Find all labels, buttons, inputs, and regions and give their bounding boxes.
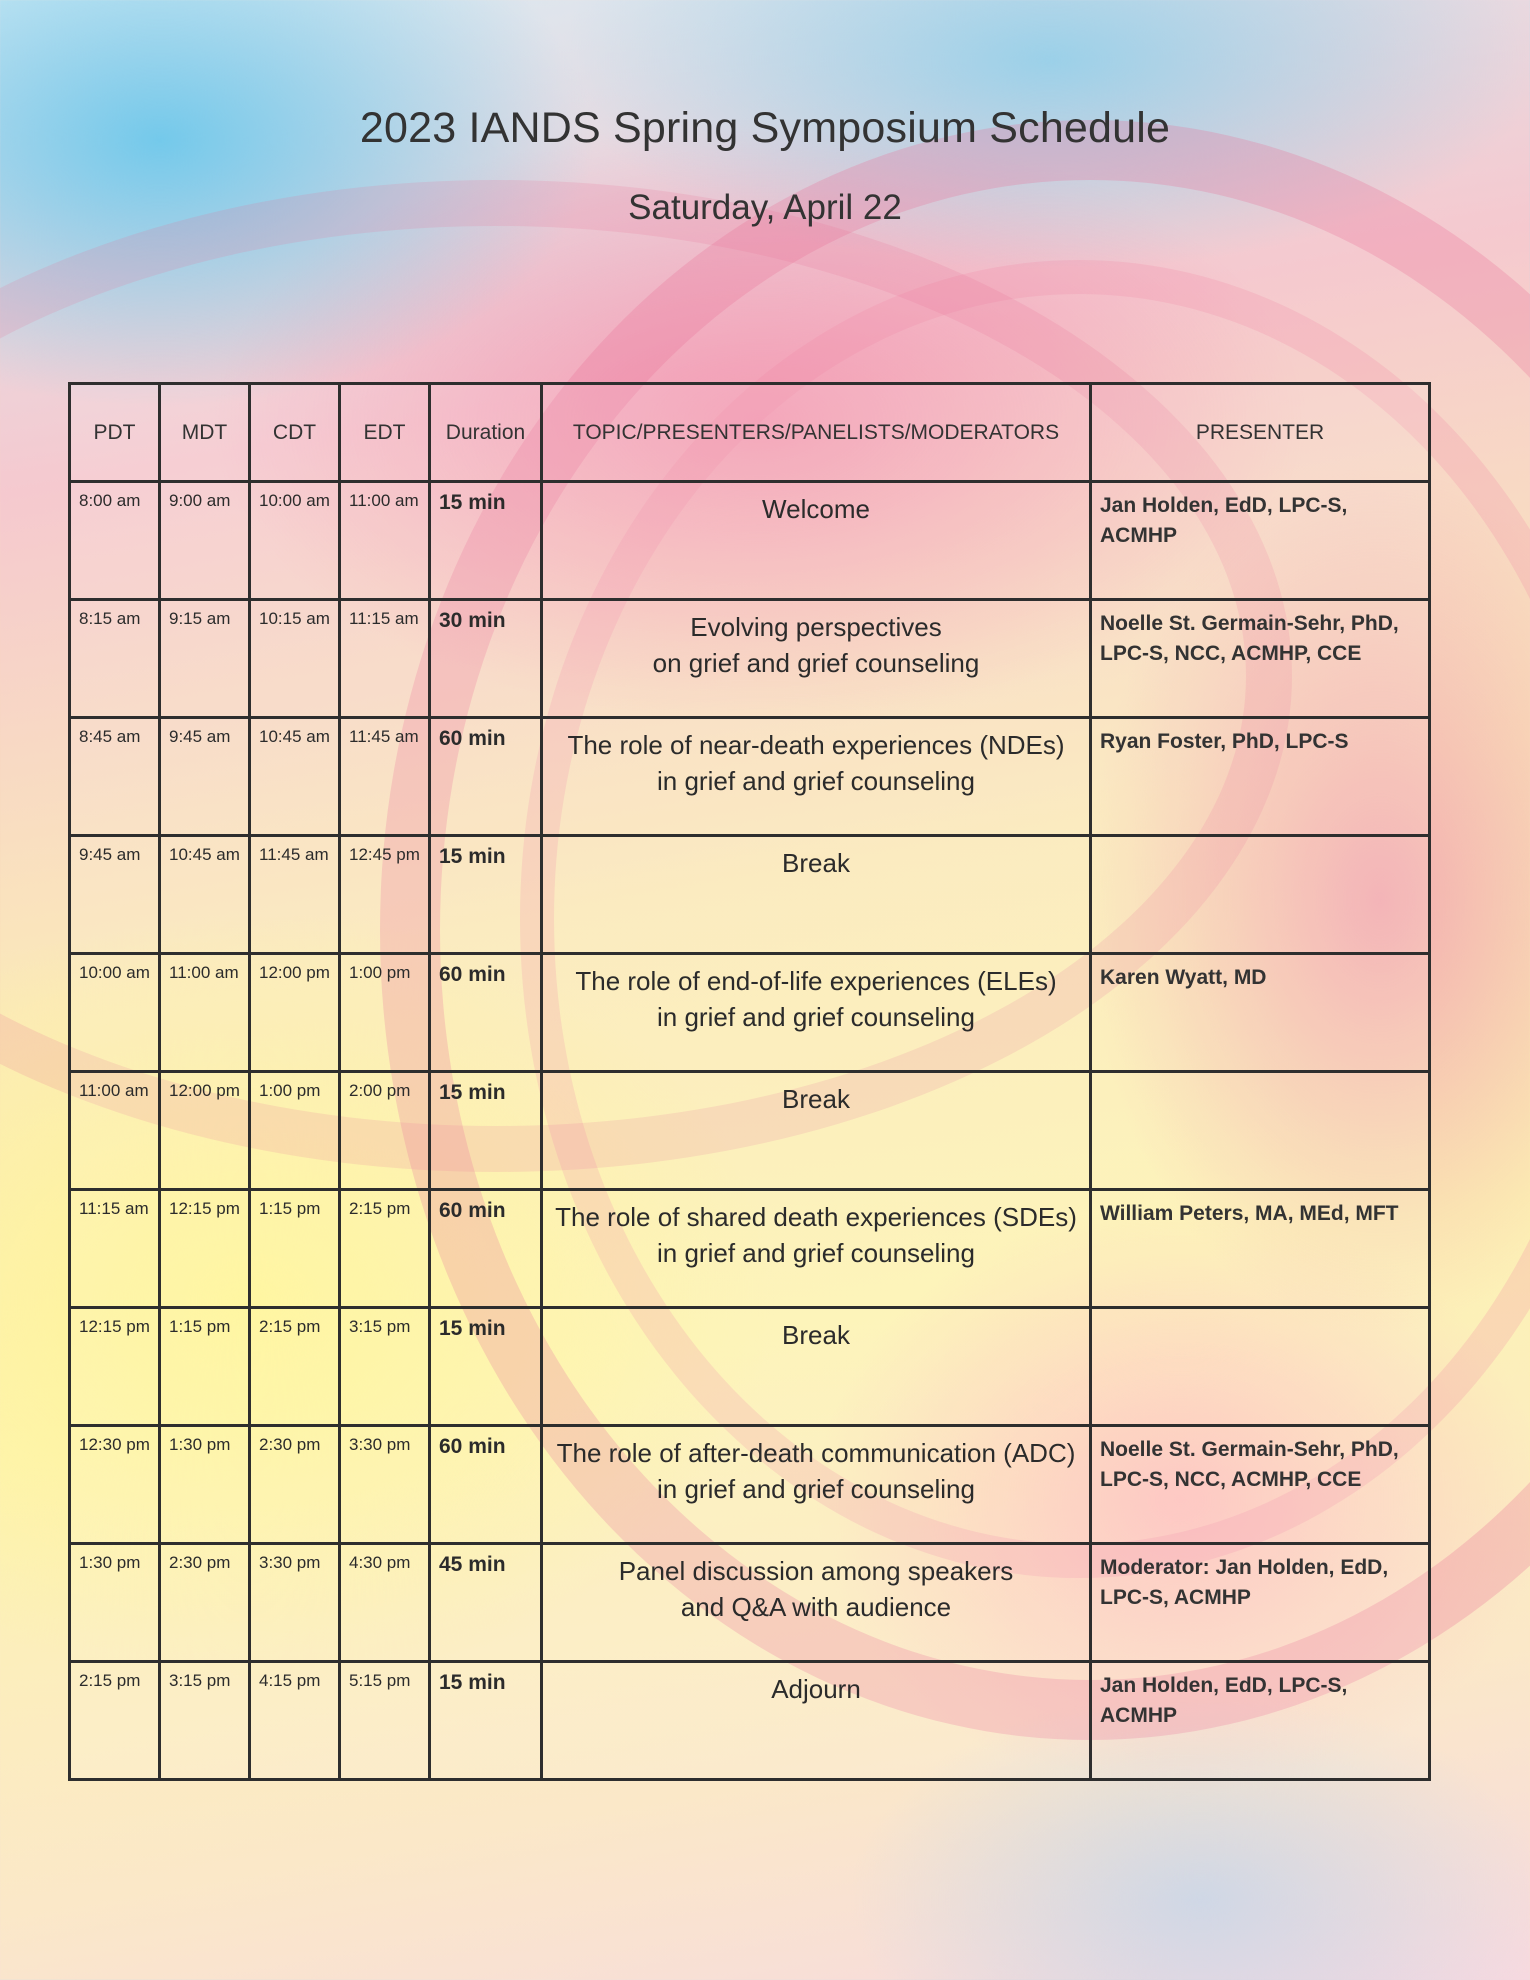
time-pdt-cell: 1:30 pm bbox=[70, 1544, 160, 1662]
page-title: 2023 IANDS Spring Symposium Schedule bbox=[359, 104, 1171, 152]
duration-cell: 15 min bbox=[430, 1662, 542, 1780]
duration-cell: 60 min bbox=[430, 718, 542, 836]
time-cdt-cell: 11:45 am bbox=[250, 836, 340, 954]
time-cdt-cell: 12:00 pm bbox=[250, 954, 340, 1072]
topic-line: in grief and grief counseling bbox=[657, 766, 975, 796]
time-pdt-cell: 12:30 pm bbox=[70, 1426, 160, 1544]
header-cdt: CDT bbox=[250, 384, 340, 482]
topic-line: The role of shared death experiences (SDEs) bbox=[555, 1202, 1077, 1232]
duration-cell: 15 min bbox=[430, 1072, 542, 1190]
topic-line: in grief and grief counseling bbox=[657, 1238, 975, 1268]
time-mdt-cell: 9:00 am bbox=[160, 482, 250, 600]
time-pdt-cell: 8:45 am bbox=[70, 718, 160, 836]
topic-line: The role of end-of-life experiences (ELEs) bbox=[575, 966, 1057, 996]
presenter-line: Moderator: Jan Holden, EdD, bbox=[1100, 1556, 1389, 1579]
time-mdt-cell: 12:15 pm bbox=[160, 1190, 250, 1308]
time-cdt-cell: 10:00 am bbox=[250, 482, 340, 600]
header-duration: Duration bbox=[430, 384, 542, 482]
time-cdt-cell: 10:15 am bbox=[250, 600, 340, 718]
topic-line: Break bbox=[782, 848, 850, 878]
time-edt-cell: 2:00 pm bbox=[340, 1072, 430, 1190]
time-edt-cell: 4:30 pm bbox=[340, 1544, 430, 1662]
time-pdt-cell: 10:00 am bbox=[70, 954, 160, 1072]
time-pdt-cell: 11:00 am bbox=[70, 1072, 160, 1190]
duration-cell: 60 min bbox=[430, 954, 542, 1072]
table-row bbox=[70, 718, 1430, 836]
time-cdt-cell: 10:45 am bbox=[250, 718, 340, 836]
topic-cell bbox=[542, 1426, 1091, 1544]
table-row bbox=[70, 600, 1430, 718]
time-edt-cell: 11:45 am bbox=[340, 718, 430, 836]
time-cdt-cell: 2:15 pm bbox=[250, 1308, 340, 1426]
presenter-line: ACMHP bbox=[1100, 1704, 1177, 1727]
topic-line: and Q&A with audience bbox=[680, 1592, 952, 1622]
table-row bbox=[70, 1544, 1430, 1662]
presenter-line: Karen Wyatt, MD bbox=[1100, 966, 1267, 989]
table-header-row bbox=[70, 384, 1430, 482]
table-row bbox=[70, 1190, 1430, 1308]
presenter-cell bbox=[1091, 1308, 1430, 1426]
presenter-cell bbox=[1091, 836, 1430, 954]
header-pdt: PDT bbox=[70, 384, 160, 482]
time-edt-cell: 3:30 pm bbox=[340, 1426, 430, 1544]
presenter-cell bbox=[1091, 1072, 1430, 1190]
topic-cell bbox=[542, 1308, 1091, 1426]
topic-cell bbox=[542, 954, 1091, 1072]
topic-cell bbox=[542, 1544, 1091, 1662]
topic-line: in grief and grief counseling bbox=[657, 1002, 975, 1032]
time-mdt-cell: 1:30 pm bbox=[160, 1426, 250, 1544]
time-edt-cell: 3:15 pm bbox=[340, 1308, 430, 1426]
presenter-cell bbox=[1091, 600, 1430, 718]
time-cdt-cell: 1:15 pm bbox=[250, 1190, 340, 1308]
time-mdt-cell: 3:15 pm bbox=[160, 1662, 250, 1780]
header-topic: TOPIC/PRESENTERS/PANELISTS/MODERATORS bbox=[542, 384, 1091, 482]
time-pdt-cell: 9:45 am bbox=[70, 836, 160, 954]
time-pdt-cell: 12:15 pm bbox=[70, 1308, 160, 1426]
table-row bbox=[70, 836, 1430, 954]
presenter-cell bbox=[1091, 1190, 1430, 1308]
presenter-line: Noelle St. Germain-Sehr, PhD, bbox=[1100, 612, 1399, 635]
topic-line: Evolving perspectives bbox=[690, 612, 942, 642]
presenter-line: LPC-S, ACMHP bbox=[1100, 1586, 1251, 1609]
topic-line: Adjourn bbox=[771, 1674, 861, 1704]
time-edt-cell: 2:15 pm bbox=[340, 1190, 430, 1308]
presenter-line: William Peters, MA, MEd, MFT bbox=[1100, 1202, 1399, 1225]
header-edt: EDT bbox=[340, 384, 430, 482]
topic-cell bbox=[542, 600, 1091, 718]
time-mdt-cell: 9:15 am bbox=[160, 600, 250, 718]
presenter-cell bbox=[1091, 954, 1430, 1072]
time-mdt-cell: 2:30 pm bbox=[160, 1544, 250, 1662]
presenter-cell bbox=[1091, 1426, 1430, 1544]
presenter-cell bbox=[1091, 1544, 1430, 1662]
duration-cell: 15 min bbox=[430, 482, 542, 600]
schedule-table bbox=[68, 382, 1431, 1781]
time-edt-cell: 5:15 pm bbox=[340, 1662, 430, 1780]
duration-cell: 60 min bbox=[430, 1426, 542, 1544]
topic-line: The role of near-death experiences (NDEs) bbox=[567, 730, 1065, 760]
time-pdt-cell: 11:15 am bbox=[70, 1190, 160, 1308]
presenter-line: LPC-S, NCC, ACMHP, CCE bbox=[1100, 642, 1362, 665]
presenter-line: Jan Holden, EdD, LPC-S, bbox=[1100, 1674, 1348, 1697]
duration-cell: 45 min bbox=[430, 1544, 542, 1662]
presenter-cell bbox=[1091, 482, 1430, 600]
time-cdt-cell: 3:30 pm bbox=[250, 1544, 340, 1662]
time-edt-cell: 11:00 am bbox=[340, 482, 430, 600]
table-row bbox=[70, 1662, 1430, 1780]
table-row bbox=[70, 1426, 1430, 1544]
time-mdt-cell: 11:00 am bbox=[160, 954, 250, 1072]
time-cdt-cell: 1:00 pm bbox=[250, 1072, 340, 1190]
duration-cell: 15 min bbox=[430, 836, 542, 954]
topic-line: Break bbox=[782, 1320, 850, 1350]
time-pdt-cell: 8:15 am bbox=[70, 600, 160, 718]
time-mdt-cell: 12:00 pm bbox=[160, 1072, 250, 1190]
topic-cell bbox=[542, 1190, 1091, 1308]
table-row bbox=[70, 1308, 1430, 1426]
topic-cell bbox=[542, 1072, 1091, 1190]
time-pdt-cell: 2:15 pm bbox=[70, 1662, 160, 1780]
presenter-line: Ryan Foster, PhD, LPC-S bbox=[1100, 730, 1349, 753]
time-mdt-cell: 10:45 am bbox=[160, 836, 250, 954]
presenter-line: LPC-S, NCC, ACMHP, CCE bbox=[1100, 1468, 1362, 1491]
topic-cell bbox=[542, 836, 1091, 954]
presenter-line: Jan Holden, EdD, LPC-S, bbox=[1100, 494, 1348, 517]
time-edt-cell: 11:15 am bbox=[340, 600, 430, 718]
presenter-cell bbox=[1091, 718, 1430, 836]
presenter-line: ACMHP bbox=[1100, 524, 1177, 547]
topic-line: The role of after-death communication (ADC) bbox=[556, 1438, 1076, 1468]
table-row bbox=[70, 954, 1430, 1072]
time-mdt-cell: 9:45 am bbox=[160, 718, 250, 836]
header-presenter: PRESENTER bbox=[1091, 384, 1430, 482]
duration-cell: 15 min bbox=[430, 1308, 542, 1426]
time-cdt-cell: 4:15 pm bbox=[250, 1662, 340, 1780]
time-edt-cell: 1:00 pm bbox=[340, 954, 430, 1072]
topic-line: Break bbox=[782, 1084, 850, 1114]
duration-cell: 60 min bbox=[430, 1190, 542, 1308]
time-edt-cell: 12:45 pm bbox=[340, 836, 430, 954]
topic-cell bbox=[542, 718, 1091, 836]
duration-cell: 30 min bbox=[430, 600, 542, 718]
table-row bbox=[70, 1072, 1430, 1190]
time-cdt-cell: 2:30 pm bbox=[250, 1426, 340, 1544]
topic-cell bbox=[542, 482, 1091, 600]
page-subtitle: Saturday, April 22 bbox=[628, 188, 902, 227]
header-mdt: MDT bbox=[160, 384, 250, 482]
presenter-line: Noelle St. Germain-Sehr, PhD, bbox=[1100, 1438, 1399, 1461]
topic-line: Panel discussion among speakers bbox=[618, 1556, 1014, 1586]
topic-line: Welcome bbox=[762, 494, 870, 524]
topic-cell bbox=[542, 1662, 1091, 1780]
topic-line: on grief and grief counseling bbox=[652, 648, 980, 678]
presenter-cell bbox=[1091, 1662, 1430, 1780]
time-mdt-cell: 1:15 pm bbox=[160, 1308, 250, 1426]
table-row bbox=[70, 482, 1430, 600]
topic-line: in grief and grief counseling bbox=[657, 1474, 975, 1504]
time-pdt-cell: 8:00 am bbox=[70, 482, 160, 600]
